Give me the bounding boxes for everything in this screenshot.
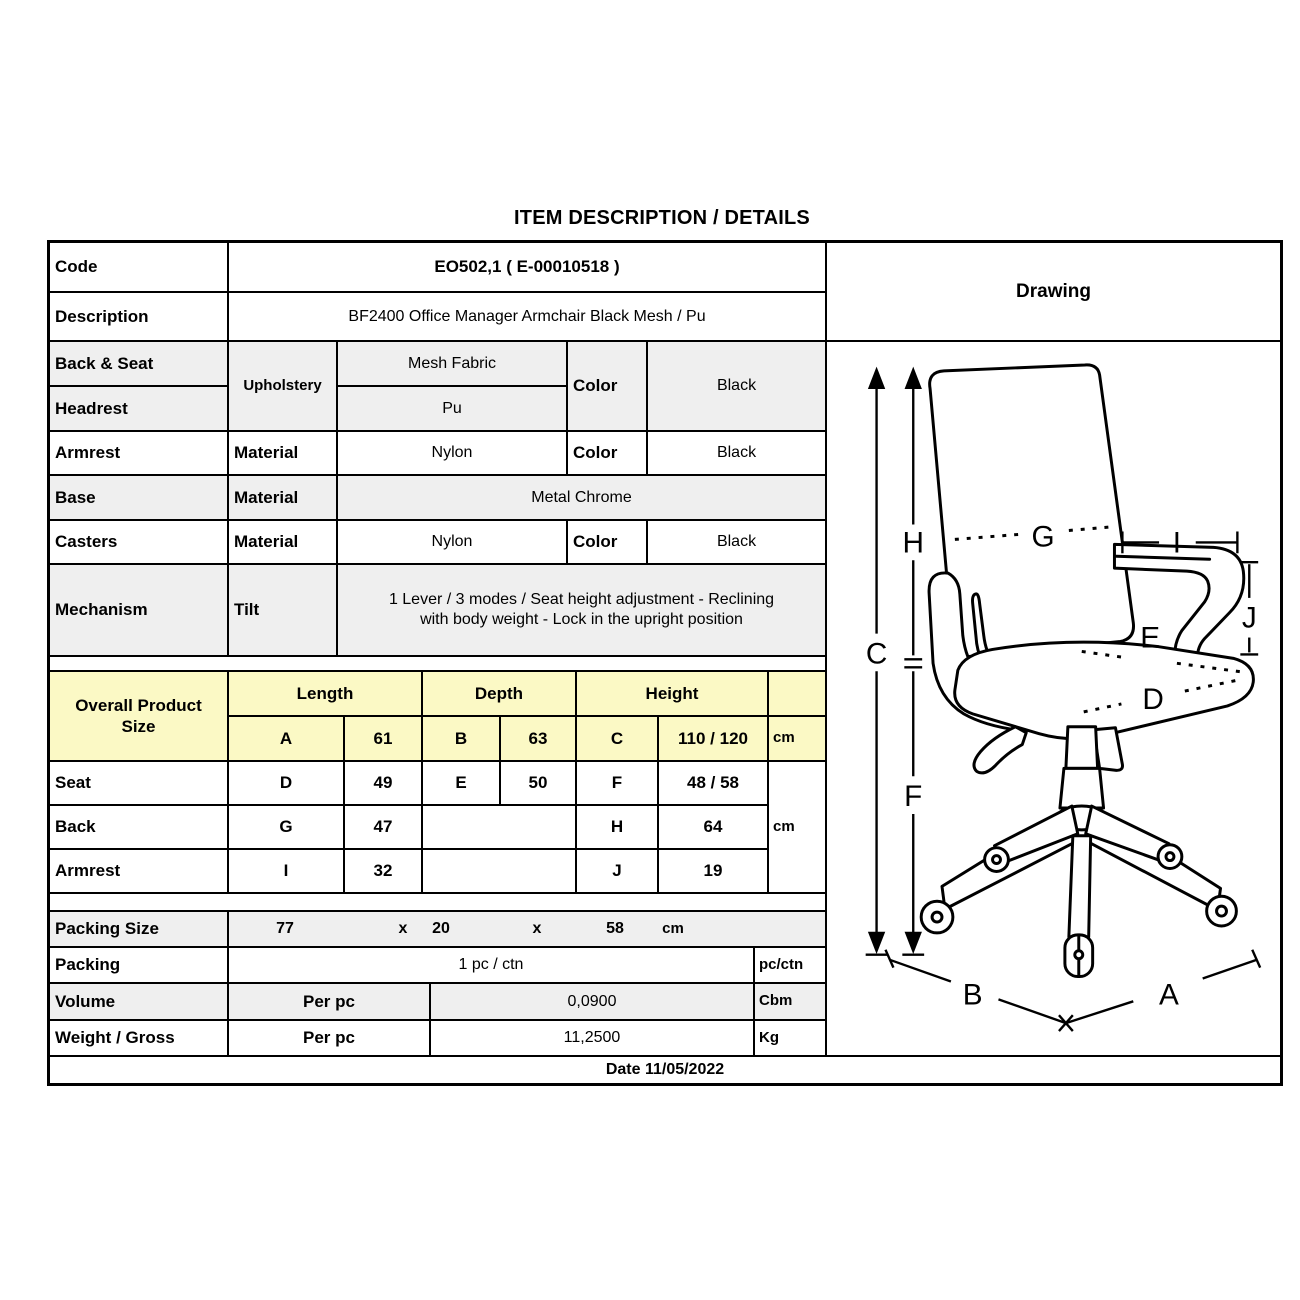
casters-color-label: Color (566, 519, 646, 563)
armrest-material-value: Nylon (336, 430, 566, 474)
spec-table (47, 240, 1283, 1086)
upholstery-color-label: Color (566, 340, 646, 430)
weight-per: Per pc (227, 1019, 429, 1055)
chair-tilt-lever (974, 727, 1026, 773)
volume-per: Per pc (227, 982, 429, 1019)
date-row: Date 11/05/2022 (50, 1055, 1280, 1083)
armrest-i-value: 32 (343, 848, 421, 892)
back-h-value: 64 (657, 804, 767, 848)
code-value: EO502,1 ( E-00010518 ) (227, 243, 825, 291)
size-c-key: C (575, 715, 657, 760)
size-title-cell (50, 670, 227, 760)
weight-label: Weight / Gross (50, 1019, 227, 1055)
back-seat-label: Back & Seat (50, 340, 227, 385)
dim-label-f: F (904, 780, 923, 814)
code-label: Code (55, 257, 98, 277)
weight-value: 11,2500 (429, 1019, 753, 1055)
packing-size-sep1: x (398, 920, 408, 937)
dim-label-b: B (962, 978, 983, 1012)
armrest-j-value: 19 (657, 848, 767, 892)
dim-label-a: A (1159, 978, 1179, 1012)
description-value: BF2400 Office Manager Armchair Black Mesh / Pu (227, 291, 825, 340)
base-material-value: Metal Chrome (336, 474, 825, 519)
drawing-panel (825, 340, 1280, 1055)
page-title: ITEM DESCRIPTION / DETAILS (514, 207, 810, 229)
back-empty-cell (421, 804, 575, 848)
casters-material-label: Material (227, 519, 336, 563)
mechanism-type: Tilt (227, 563, 336, 655)
size-unit-header-empty (767, 670, 825, 715)
size-depth-header: Depth (421, 670, 575, 715)
casters-label: Casters (50, 519, 227, 563)
size-a-value: 61 (343, 715, 421, 760)
description-label: Description (50, 291, 227, 340)
size-c-value: 110 / 120 (657, 715, 767, 760)
armrest-color-value: Black (646, 430, 825, 474)
headrest-label: Headrest (50, 385, 227, 430)
separator-row-2 (50, 892, 825, 910)
back-g-value: 47 (343, 804, 421, 848)
armrest-color-label: Color (566, 430, 646, 474)
volume-value: 0,0900 (429, 982, 753, 1019)
packing-unit: pc/ctn (753, 946, 825, 982)
packing-size-value (227, 910, 825, 946)
armrest-empty-cell (421, 848, 575, 892)
chair-drawing (828, 343, 1279, 1054)
dim-label-j: J (1241, 601, 1257, 635)
packing-size-dim3: 58 (606, 920, 624, 937)
size-unit-merged: cm (767, 760, 825, 892)
packing-value: 1 pc / ctn (227, 946, 753, 982)
size-length-header: Length (227, 670, 421, 715)
packing-label: Packing (50, 946, 227, 982)
mechanism-label: Mechanism (50, 563, 227, 655)
upholstery-material-2: Pu (336, 385, 566, 430)
volume-label: Volume (50, 982, 227, 1019)
back-label: Back (50, 804, 227, 848)
packing-size-dim2: 20 (432, 920, 450, 937)
dim-c-arrow-bottom (870, 933, 884, 951)
packing-size-dim1: 77 (276, 920, 294, 937)
seat-e-key: E (421, 760, 499, 804)
seat-e-value: 50 (499, 760, 575, 804)
upholstery-color-value: Black (646, 340, 825, 430)
weight-unit: Kg (753, 1019, 825, 1055)
seat-d-value: 49 (343, 760, 421, 804)
size-unit-top: cm (767, 715, 825, 760)
armrest-i-key: I (227, 848, 343, 892)
dim-label-d: D (1142, 682, 1164, 716)
mechanism-value (336, 563, 825, 655)
volume-unit: Cbm (753, 982, 825, 1019)
armrest-label: Armrest (50, 430, 227, 474)
packing-size-unit: cm (662, 919, 684, 937)
mechanism-text: 1 Lever / 3 modes / Seat height adjustment - Reclining with body weight - Lock in the upright position (388, 591, 775, 628)
drawing-header: Drawing (825, 243, 1280, 340)
packing-size-sep2: x (532, 920, 542, 937)
armrest-size-label: Armrest (50, 848, 227, 892)
size-b-value: 63 (499, 715, 575, 760)
seat-f-key: F (575, 760, 657, 804)
seat-f-value: 48 / 58 (657, 760, 767, 804)
dim-label-i: I (1172, 526, 1182, 560)
casters-material-value: Nylon (336, 519, 566, 563)
chair-gas-lift-piston (1066, 727, 1098, 769)
separator-row-1 (50, 655, 825, 670)
chair-gas-lift-sleeve (1060, 768, 1104, 808)
casters-color-value: Black (646, 519, 825, 563)
dim-label-e: E (1140, 621, 1161, 655)
dim-label-c: C (865, 637, 888, 671)
packing-size-label: Packing Size (50, 910, 227, 946)
size-b-key: B (421, 715, 499, 760)
base-label: Base (50, 474, 227, 519)
seat-d-key: D (227, 760, 343, 804)
seat-label: Seat (50, 760, 227, 804)
size-height-header: Height (575, 670, 767, 715)
size-a-key: A (227, 715, 343, 760)
back-h-key: H (575, 804, 657, 848)
base-material-label: Material (227, 474, 336, 519)
dim-label-g: G (1031, 520, 1055, 554)
armrest-j-key: J (575, 848, 657, 892)
back-g-key: G (227, 804, 343, 848)
upholstery-group-label: Upholstery (227, 340, 336, 430)
chair-leg-front (1069, 836, 1091, 937)
size-title: Overall Product Size (75, 695, 202, 736)
armrest-material-label: Material (227, 430, 336, 474)
upholstery-material-1: Mesh Fabric (336, 340, 566, 385)
dim-label-h: H (902, 526, 924, 560)
dim-f-arrow-bottom (906, 933, 920, 951)
